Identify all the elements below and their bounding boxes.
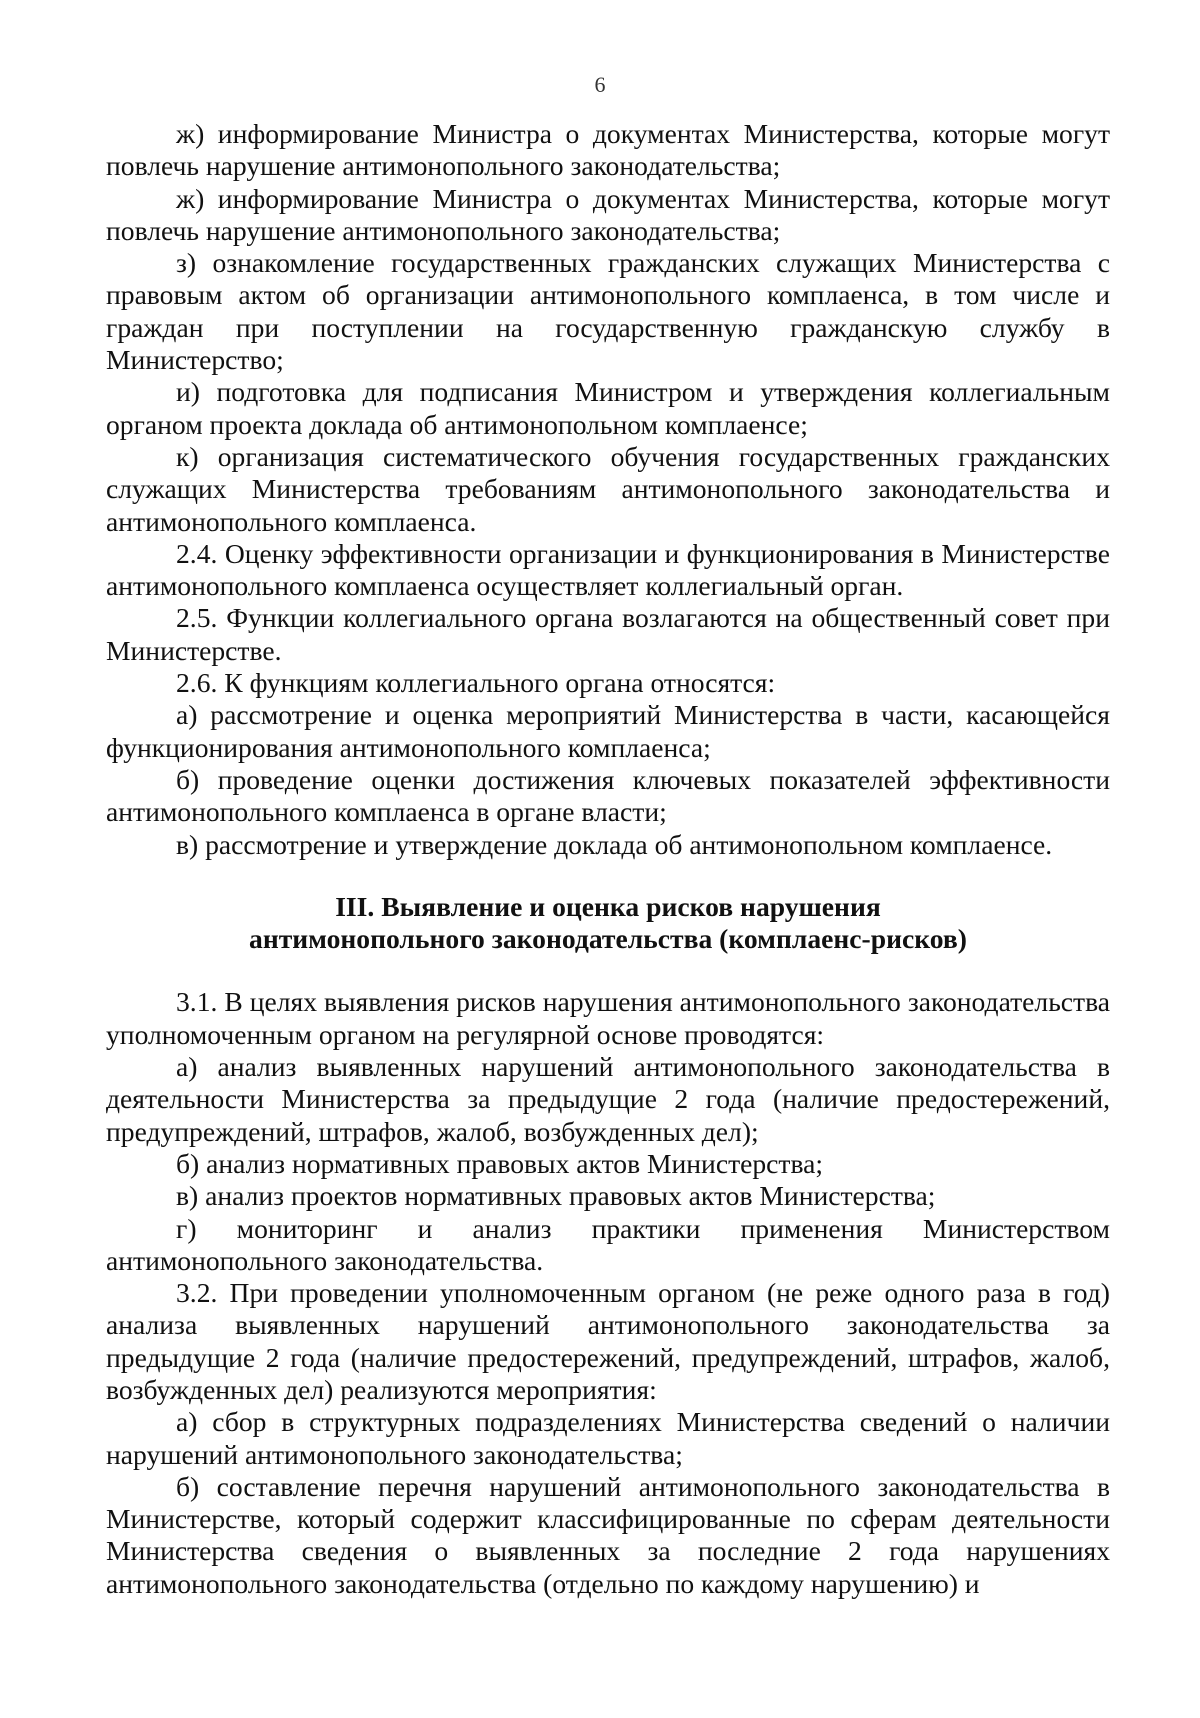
paragraph-item-i: и) подготовка для подписания Министром и утверждения коллегиальным органом проекта доклада об антимонопольном комплаенсе; [106, 376, 1110, 440]
section-3-items [106, 986, 1110, 1600]
paragraph-2-6-b: б) проведение оценки достижения ключевых показателей эффективности антимонопольного комплаенса в органе власти; [106, 763, 1110, 828]
paragraph-3-1-g: г) мониторинг и анализ практики применения Министерством антимонопольного законодательства. [106, 1212, 1110, 1276]
document-body [106, 118, 1110, 1600]
paragraph-item-zh-2: ж) информирование Министра о документах Министерства, которые могут повлечь нарушение антимонопольного законодательства; [106, 182, 1110, 246]
paragraph-item-z: з) ознакомление государственных гражданских служащих Министерства с правовым актом об организации антимонопольного комплаенса, в том числе и граждан при поступлении на государственную гражданскую службу в Министерство; [106, 247, 1110, 376]
page-number: 6 [594, 72, 606, 97]
paragraph-3-1-a: а) анализ выявленных нарушений антимонопольного законодательства в деятельности Министерства за предыдущие 2 года (наличие предостережений, предупреждений, штрафов, жалоб, возбужденных дел); [106, 1051, 1110, 1147]
section-heading-line-1: III. Выявление и оценка рисков нарушения [335, 890, 881, 922]
paragraph-3-2-b: б) составление перечня нарушений антимонопольного законодательства в Министерстве, который содержит классифицированные по сферам деятельности Министерства сведения о выявленных за последние 2 года нарушениях антимонопольного законодательства (отдельно по каждому нарушению) и [106, 1470, 1110, 1599]
paragraph-item-zh-1: ж) информирование Министра о документах Министерства, которые могут повлечь нарушение антимонопольного законодательства; [106, 118, 1110, 182]
paragraph-3-1-b: б) анализ нормативных правовых актов Министерства; [176, 1147, 824, 1179]
section-2-items [106, 118, 1110, 861]
paragraph-item-k: к) организация систематического обучения государственных гражданских служащих Министерства требованиям антимонопольного законодательства и антимонопольного комплаенса. [106, 440, 1110, 537]
paragraph-2-6-a: а) рассмотрение и оценка мероприятий Министерства в части, касающейся функционирования антимонопольного комплаенса; [106, 699, 1110, 763]
paragraph-3-1: 3.1. В целях выявления рисков нарушения антимонопольного законодательства уполномоченным органом на регулярной основе проводятся: [106, 986, 1110, 1050]
paragraph-2-6-v: в) рассмотрение и утверждение доклада об антимонопольном комплаенсе. [176, 828, 1053, 860]
paragraph-3-2: 3.2. При проведении уполномоченным органом (не реже одного раза в год) анализа выявленных нарушений антимонопольного законодательства за предыдущие 2 года (наличие предостережений, предупреждений, штрафов, жалоб, возбужденных дел) реализуются мероприятия: [106, 1277, 1110, 1405]
section-heading [106, 891, 1110, 956]
paragraph-3-1-v: в) анализ проектов нормативных правовых актов Министерства; [176, 1180, 936, 1212]
section-heading-line-2: антимонопольного законодательства (комплаенс-рисков) [249, 923, 967, 955]
paragraph-2-4: 2.4. Оценку эффективности организации и функционирования в Министерстве антимонопольного комплаенса осуществляет коллегиальный орган. [106, 537, 1110, 602]
paragraph-3-2-a: а) сбор в структурных подразделениях Министерства сведений о наличии нарушений антимонопольного законодательства; [106, 1406, 1110, 1470]
paragraph-2-5: 2.5. Функции коллегиального органа возлагаются на общественный совет при Министерстве. [106, 602, 1110, 666]
paragraph-2-6: 2.6. К функциям коллегиального органа относятся: [176, 667, 776, 699]
